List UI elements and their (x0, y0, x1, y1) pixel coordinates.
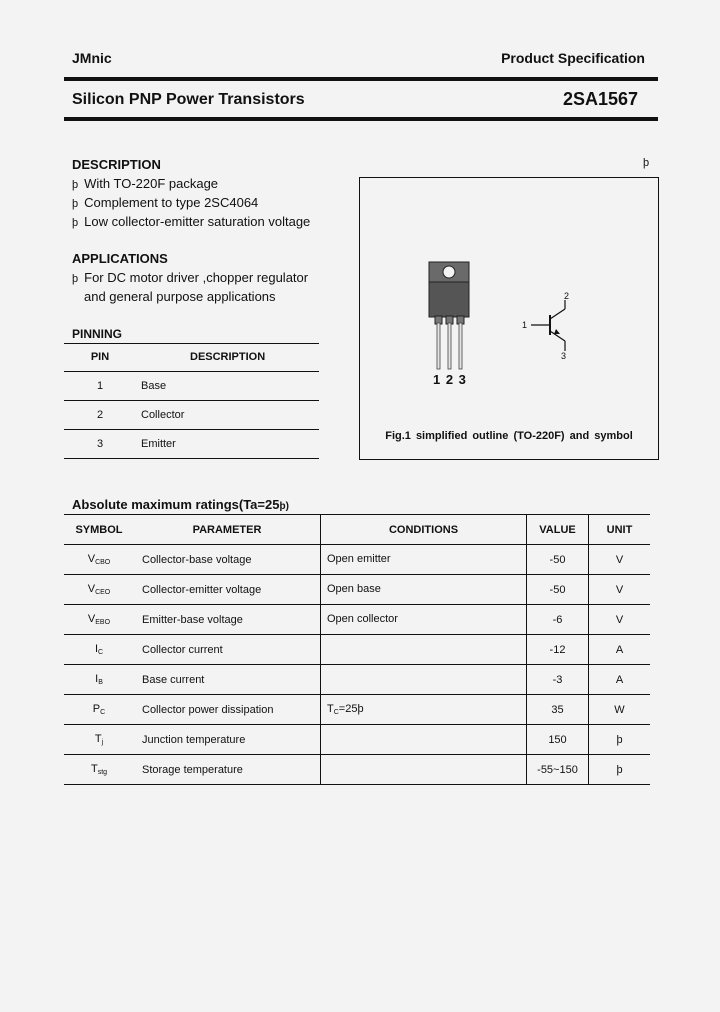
pin-number: 2 (64, 401, 136, 430)
col-description: DESCRIPTION (136, 343, 319, 372)
bullet-icon: þ (72, 179, 79, 191)
symbol-cell: $T_j$ (64, 725, 134, 755)
col-unit: UNIT (589, 515, 651, 545)
ratings-row (64, 755, 650, 785)
value-cell: -12 (527, 635, 589, 665)
part-number: 2SA1567 (562, 89, 638, 109)
parameter-cell: Base current (134, 665, 321, 695)
description-list (72, 176, 310, 233)
ratings-heading: Absolute maximum ratings(Ta=25þ) (72, 497, 289, 512)
unit-cell: þ (589, 725, 651, 755)
description-heading: DESCRIPTION (72, 157, 161, 172)
brand-name: JMnic (72, 50, 112, 66)
pinning-header-row (64, 343, 319, 372)
col-conditions: CONDITIONS (321, 515, 527, 545)
package-pin-numbers: 1 2 3 (433, 372, 467, 387)
pin-description: Base (136, 372, 319, 401)
value-cell: -50 (527, 545, 589, 575)
symbol-cell: $I_C$ (64, 635, 134, 665)
parameter-cell: Collector current (134, 635, 321, 665)
package-body (429, 282, 469, 317)
value-cell: -55~150 (527, 755, 589, 785)
applications-heading: APPLICATIONS (72, 251, 168, 266)
unit-cell: V (589, 605, 651, 635)
symbol-emitter-label: 3 (561, 351, 567, 361)
pin-number: 1 (64, 372, 136, 401)
pnp-transistor-symbol (531, 300, 565, 351)
mounting-hole (443, 266, 455, 278)
symbol-collector-label: 2 (564, 291, 570, 301)
ratings-row (64, 605, 650, 635)
ratings-body (64, 545, 650, 785)
application-item: þ For DC motor driver ,chopper regulator (72, 270, 309, 285)
col-value: VALUE (527, 515, 589, 545)
parameter-cell: Collector-emitter voltage (134, 575, 321, 605)
value-cell: 150 (527, 725, 589, 755)
unit-cell: þ (589, 755, 651, 785)
lead-1 (437, 323, 440, 369)
ratings-row (64, 545, 650, 575)
lead-2 (448, 323, 451, 369)
parameter-cell: Junction temperature (134, 725, 321, 755)
bullet-icon: þ (72, 273, 79, 285)
value-cell: 35 (527, 695, 589, 725)
symbol-cell: $T_{stg}$ (64, 755, 134, 785)
value-cell: -6 (527, 605, 589, 635)
pinning-heading: PINNING (72, 327, 123, 341)
package-outline-drawing (360, 178, 658, 418)
application-item: and general purpose applications (84, 289, 276, 304)
corner-mark-icon: þ (643, 157, 650, 169)
ratings-row (64, 665, 650, 695)
figure-caption: Fig.1 simplified outline (TO-220F) and symbol (385, 430, 633, 442)
description-item: þ With TO-220F package (72, 176, 219, 191)
doc-type: Product Specification (501, 50, 645, 66)
symbol-cell: $V_{EBO}$ (64, 605, 134, 635)
conditions-cell (321, 755, 527, 785)
unit-cell: A (589, 635, 651, 665)
value-cell: -3 (527, 665, 589, 695)
ratings-row (64, 695, 650, 725)
product-line-title: Silicon PNP Power Transistors (72, 91, 305, 108)
col-pin: PIN (64, 343, 136, 372)
symbol-cell: $V_{CEO}$ (64, 575, 134, 605)
symbol-cell: $P_C$ (64, 695, 134, 725)
conditions-cell: $T_C=25þ$ (321, 695, 527, 725)
pin-number: 3 (64, 430, 136, 459)
symbol-cell: $V_{CBO}$ (64, 545, 134, 575)
conditions-cell (321, 635, 527, 665)
conditions-cell: Open emitter (321, 545, 527, 575)
parameter-cell: Storage temperature (134, 755, 321, 785)
ratings-table (64, 514, 650, 785)
parameter-cell: Collector power dissipation (134, 695, 321, 725)
pin-description: Collector (136, 401, 319, 430)
figure-box (359, 177, 659, 460)
conditions-cell (321, 725, 527, 755)
conditions-cell: Open collector (321, 605, 527, 635)
ratings-row (64, 575, 650, 605)
ratings-row (64, 725, 650, 755)
symbol-cell: $I_B$ (64, 665, 134, 695)
col-symbol: SYMBOL (64, 515, 134, 545)
unit-cell: A (589, 665, 651, 695)
pinning-row (64, 430, 319, 459)
value-cell: -50 (527, 575, 589, 605)
header-rule (64, 77, 658, 81)
conditions-cell (321, 665, 527, 695)
description-item: þ Complement to type 2SC4064 (72, 195, 259, 210)
symbol-base-label: 1 (522, 320, 528, 330)
pin-description: Emitter (136, 430, 319, 459)
bullet-icon: þ (72, 198, 79, 210)
col-parameter: PARAMETER (134, 515, 321, 545)
lead-3 (459, 323, 462, 369)
title-rule (64, 117, 658, 121)
unit-cell: V (589, 545, 651, 575)
applications-list (72, 270, 308, 308)
unit-cell: V (589, 575, 651, 605)
pinning-row (64, 401, 319, 430)
pinning-table (64, 343, 319, 459)
bullet-icon: þ (72, 217, 79, 229)
unit-cell: W (589, 695, 651, 725)
parameter-cell: Emitter-base voltage (134, 605, 321, 635)
description-item: þ Low collector-emitter saturation voltage (72, 214, 311, 229)
conditions-cell: Open base (321, 575, 527, 605)
ratings-header-row (64, 515, 650, 545)
parameter-cell: Collector-base voltage (134, 545, 321, 575)
pinning-row (64, 372, 319, 401)
ratings-row (64, 635, 650, 665)
